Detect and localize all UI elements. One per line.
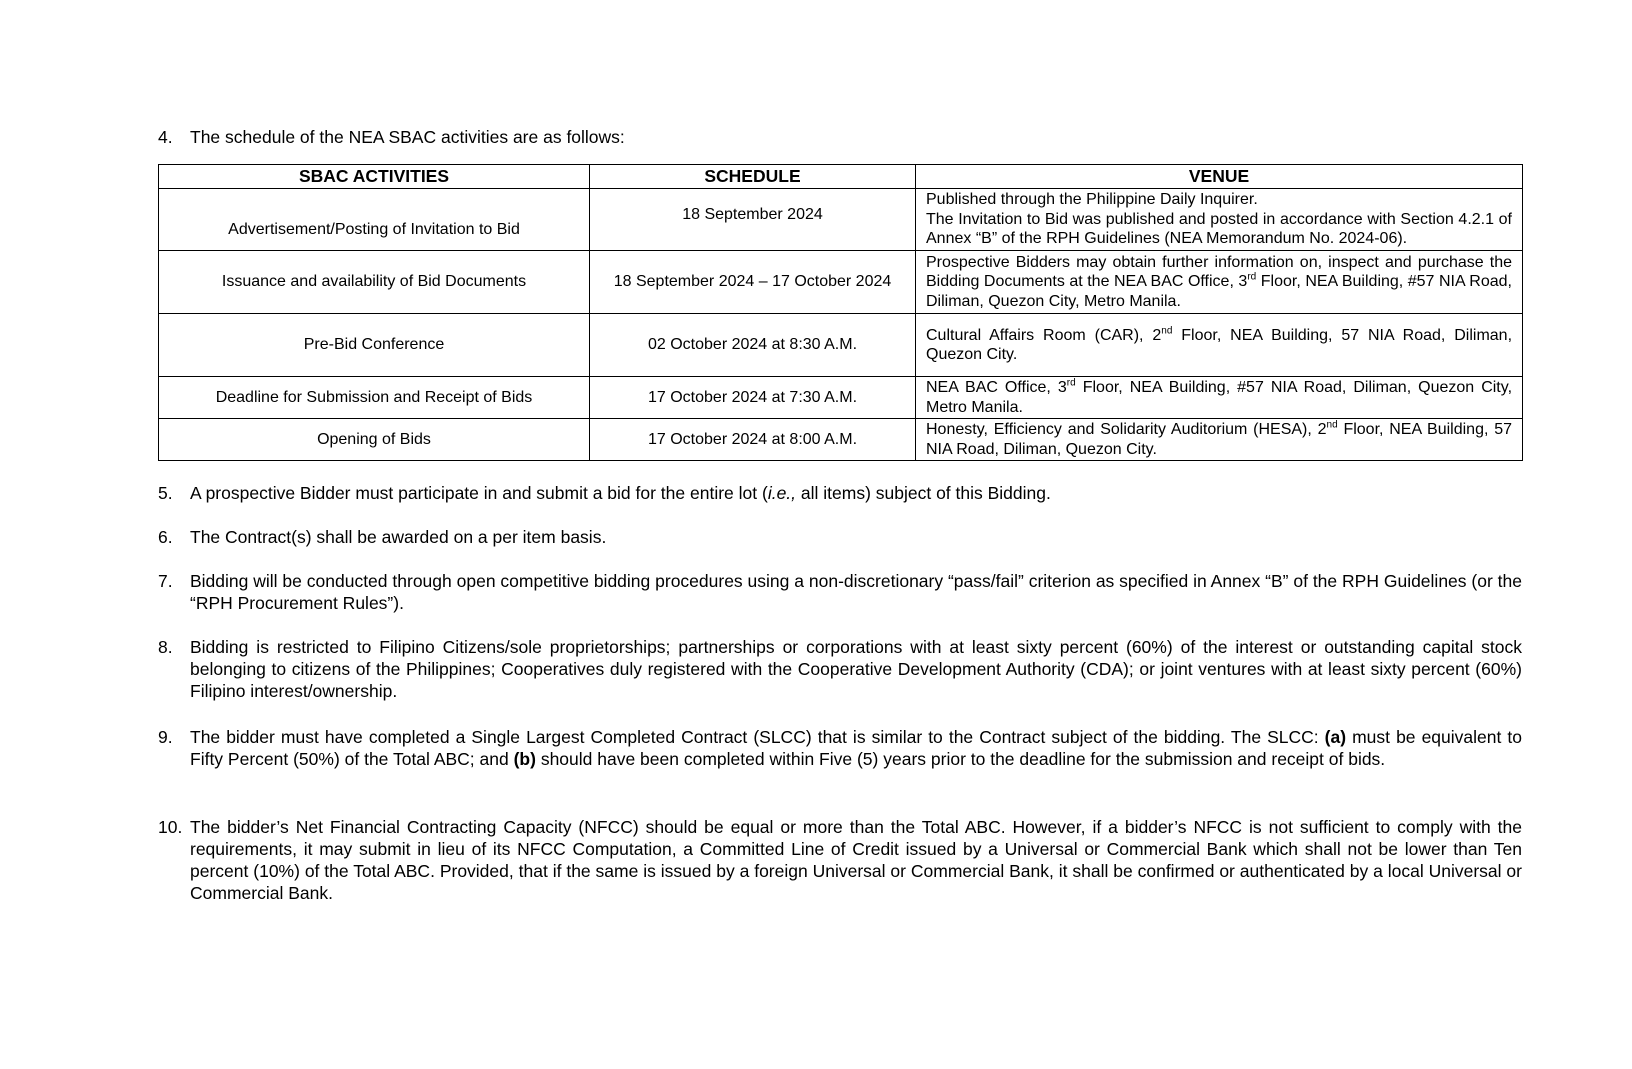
item-number: 9. — [158, 727, 173, 747]
table-row — [159, 314, 1523, 377]
item-number: 10. — [158, 817, 183, 837]
table-row — [159, 189, 1523, 251]
item-text: The bidder must have completed a Single Largest Completed Contract (SLCC) that is similar to the Contract subject of the bidding. The SLCC: (a) must be equivalent to Fifty Percent (50%) of the Total ABC; and (b) should have been completed within Five (5) years prior to the deadline for the submission and receipt of bids. — [190, 727, 1522, 769]
item-text: The Contract(s) shall be awarded on a per item basis. — [190, 527, 607, 547]
list-item-4 — [158, 126, 1522, 148]
venue-cell: Honesty, Efficiency and Solidarity Auditorium (HESA), 2nd Floor, NEA Building, 57 NIA Road, Diliman, Quezon City. — [916, 419, 1523, 461]
list-item-10 — [158, 816, 1522, 904]
item-text: The schedule of the NEA SBAC activities are as follows: — [190, 127, 625, 147]
item-text: The bidder’s Net Financial Contracting Capacity (NFCC) should be equal or more than the Total ABC. However, if a bidder’s NFCC is not sufficient to comply with the requirements, it may submit in lieu of its NFCC Computation, a Committed Line of Credit issued by a Universal or Commercial Bank which shall not be lower than Ten percent (10%) of the Total ABC. Provided, that if the same is issued by a foreign Universal or Commercial Bank, it shall be confirmed or authenticated by a local Universal or Commercial Bank. — [190, 817, 1522, 903]
activity-cell: Advertisement/Posting of Invitation to Bid — [159, 189, 590, 251]
activity-cell: Issuance and availability of Bid Documents — [159, 251, 590, 314]
list-item-7 — [158, 570, 1522, 614]
schedule-cell: 17 October 2024 at 8:00 A.M. — [590, 419, 916, 461]
item-number: 8. — [158, 637, 173, 657]
list-item-8 — [158, 636, 1522, 702]
activity-cell: Opening of Bids — [159, 419, 590, 461]
schedule-cell: 18 September 2024 – 17 October 2024 — [590, 251, 916, 314]
item-number: 7. — [158, 571, 173, 591]
item-number: 6. — [158, 527, 173, 547]
header-sbac-activities: SBAC ACTIVITIES — [159, 165, 590, 189]
schedule-cell: 18 September 2024 — [590, 189, 916, 251]
venue-cell: Cultural Affairs Room (CAR), 2nd Floor, NEA Building, 57 NIA Road, Diliman, Quezon City. — [916, 314, 1523, 377]
item-text: Bidding is restricted to Filipino Citizens/sole proprietorships; partnerships or corporations with at least sixty percent (60%) of the interest or outstanding capital stock belonging to citizens of the Philippines; Cooperatives duly registered with the Cooperative Development Authority (CDA); or joint ventures with at least sixty percent (60%) Filipino interest/ownership. — [190, 637, 1522, 701]
activity-cell: Deadline for Submission and Receipt of Bids — [159, 377, 590, 419]
list-item-9 — [158, 726, 1522, 770]
item-number: 5. — [158, 483, 173, 503]
table-row — [159, 377, 1523, 419]
header-venue: VENUE — [916, 165, 1523, 189]
venue-cell: NEA BAC Office, 3rd Floor, NEA Building, #57 NIA Road, Diliman, Quezon City, Metro Manila. — [916, 377, 1523, 419]
activity-cell: Pre-Bid Conference — [159, 314, 590, 377]
schedule-cell: 17 October 2024 at 7:30 A.M. — [590, 377, 916, 419]
item-text: Bidding will be conducted through open competitive bidding procedures using a non-discretionary “pass/fail” criterion as specified in Annex “B” of the RPH Guidelines (or the “RPH Procurement Rules”). — [190, 571, 1522, 613]
item-text: A prospective Bidder must participate in and submit a bid for the entire lot (i.e., all items) subject of this Bidding. — [190, 483, 1051, 503]
item-number: 4. — [158, 127, 173, 147]
schedule-cell: 02 October 2024 at 8:30 A.M. — [590, 314, 916, 377]
venue-cell: Published through the Philippine Daily Inquirer. The Invitation to Bid was published and posted in accordance with Section 4.2.1 of Annex “B” of the RPH Guidelines (NEA Memorandum No. 2024-06). — [916, 189, 1523, 251]
table-header-row — [159, 165, 1523, 189]
schedule-table — [158, 164, 1523, 461]
venue-cell: Prospective Bidders may obtain further information on, inspect and purchase the Bidding Documents at the NEA BAC Office, 3rd Floor, NEA Building, #57 NIA Road, Diliman, Quezon City, Metro Manila. — [916, 251, 1523, 314]
table-row — [159, 419, 1523, 461]
list-item-5 — [158, 482, 1522, 504]
table-row — [159, 251, 1523, 314]
header-schedule: SCHEDULE — [590, 165, 916, 189]
list-item-6 — [158, 526, 1522, 548]
